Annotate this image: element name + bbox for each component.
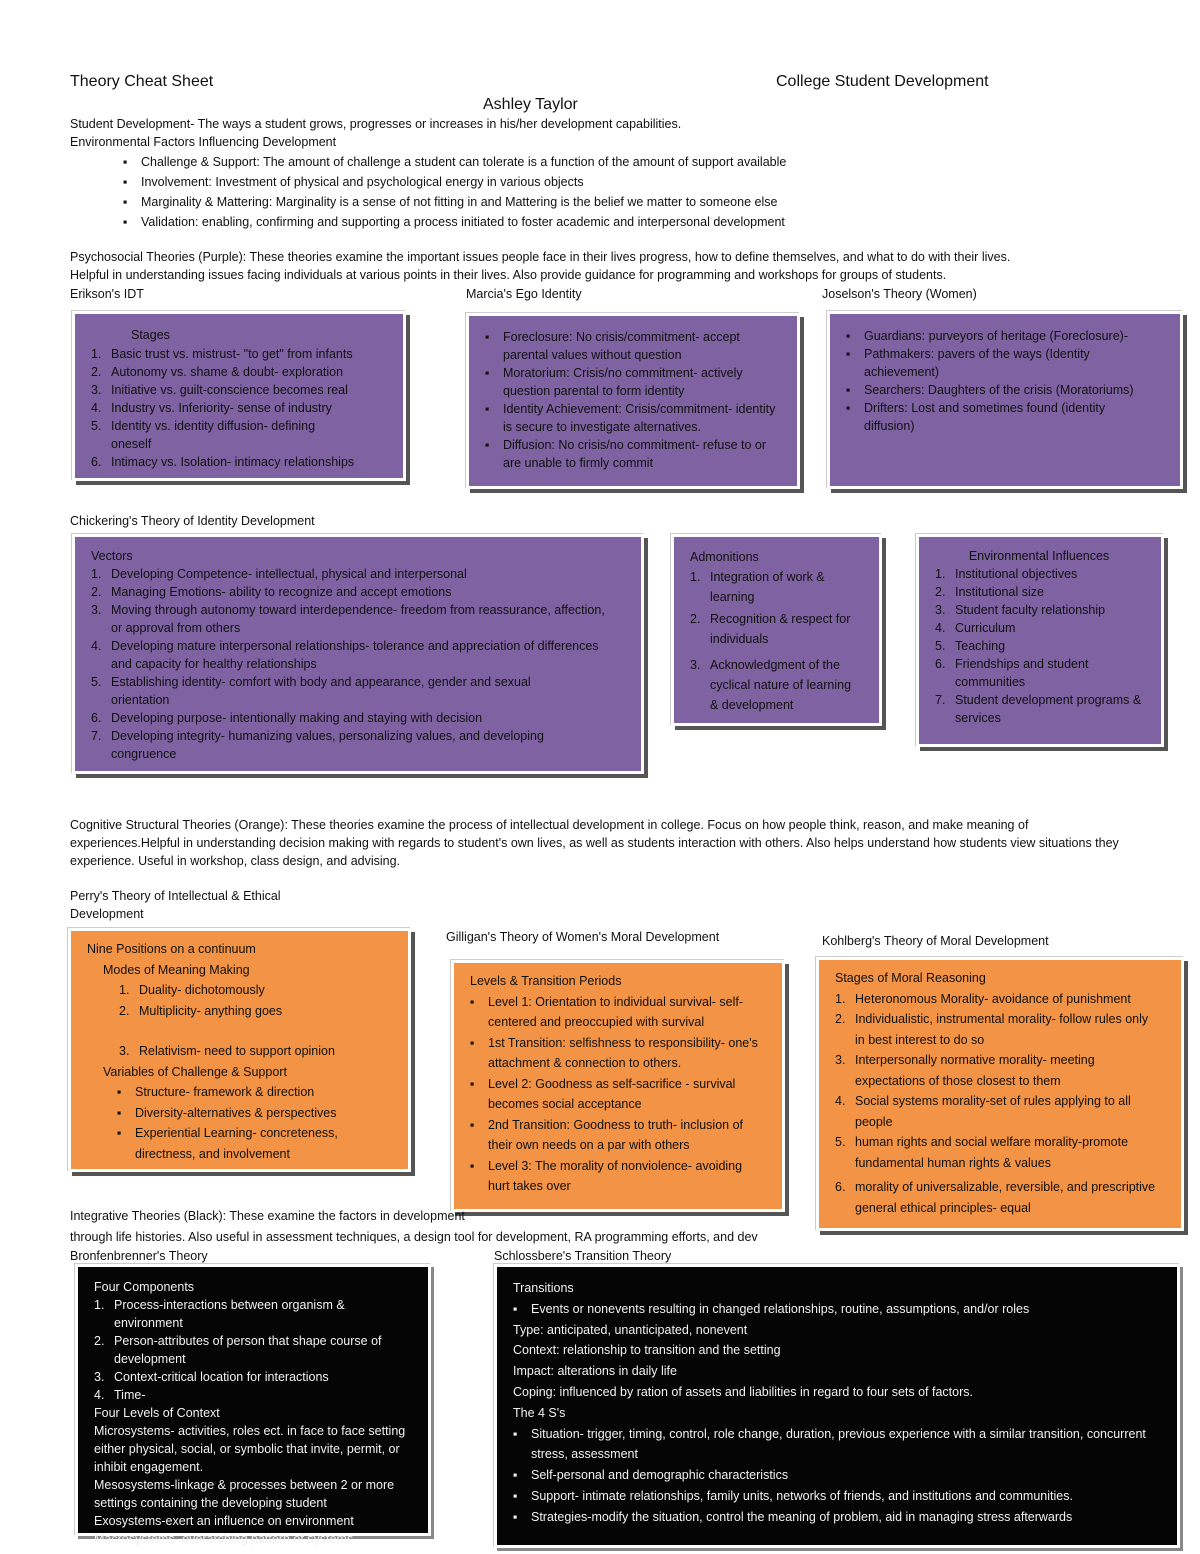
transitions-heading: Transitions: [513, 1281, 574, 1295]
list-item: Acknowledgment of the cyclical nature of learning & development: [710, 658, 852, 712]
list-item: Relativism- need to support opinion: [139, 1044, 335, 1058]
psychosocial-description: Psychosocial Theories (Purple): These theories examine the important issues people face in their lives progress, how to define themselves, and what to do with their lives.: [70, 250, 1011, 264]
schlossberg-title: Schlossbere's Transition Theory: [494, 1249, 672, 1263]
list-item: Teaching: [955, 639, 1006, 653]
chickering-environment-box: [916, 534, 1164, 747]
list-item: ▪ Moratorium: Crisis/no commitment- actively question parental to form identity: [485, 364, 777, 400]
list-item: Developing integrity- humanizing values, personalizing values, and developing congruence: [111, 729, 544, 761]
doc-title: Theory Cheat Sheet: [70, 73, 214, 90]
erikson-box: [72, 311, 406, 481]
list-item: ▪ Level 2: Goodness as self-sacrifice - survival becomes social acceptance: [470, 1074, 760, 1115]
list-item: ▪ 2nd Transition: Goodness to truth- inclusion of their own needs on a par with others: [470, 1115, 760, 1156]
list-item: Integration of work & learning: [710, 570, 825, 604]
list-item: ▪ Diversity-alternatives & perspectives: [117, 1103, 374, 1124]
integrative-description-2: through life histories. Also useful in assessment techniques, a design tool for development, RA programming efforts, and dev: [70, 1230, 758, 1244]
list-item: ▪ Validation: enabling, confirming and supporting a process initiated to foster academic and interpersonal development: [123, 213, 1023, 231]
list-item: Social systems morality-set of rules applying to all people: [855, 1094, 1131, 1129]
level-item: Macrosystems- overarching pattern of systems: [94, 1532, 354, 1546]
type-line: Type: anticipated, unanticipated, nonevent: [513, 1322, 748, 1337]
list-item: Establishing identity- comfort with body and appearance, gender and sexual orientation: [111, 675, 531, 707]
list-item: Initiative vs. guilt-conscience becomes real: [111, 383, 348, 397]
josselson-title: Joselson's Theory (Women): [822, 287, 977, 301]
list-item: Individualistic, instrumental morality- follow rules only in best interest to do so: [855, 1012, 1149, 1047]
list-item: Identity vs. identity diffusion- defining oneself: [111, 419, 316, 451]
environmental-influences-heading: Environmental Influences: [968, 549, 1110, 563]
psychosocial-description-2: Helpful in understanding issues facing individuals at various points in their lives. Also provide guidance for programming and workshops for groups of students.: [70, 268, 947, 282]
list-item: Student development programs & services: [955, 693, 1142, 725]
list-item: human rights and social welfare morality-promote fundamental human rights & values: [855, 1135, 1129, 1170]
marcia-box: [466, 313, 800, 489]
author-name: Ashley Taylor: [483, 96, 578, 113]
list-item: Person-attributes of person that shape course of development: [114, 1334, 382, 1366]
list-item: ▪ 1st Transition: selfishness to responsibility- one's attachment & connection to others.: [470, 1033, 760, 1074]
levels-heading: Four Levels of Context: [94, 1406, 220, 1420]
gilligan-levels-heading: Levels & Transition Periods: [470, 974, 622, 988]
student-development-definition: Student Development- The ways a student grows, progresses or increases in his/her development capabilities.: [70, 117, 682, 131]
list-item: ▪ Strategies-modify the situation, control the meaning of problem, aid in managing stress afterwards: [513, 1507, 1157, 1528]
bronfenbrenner-title: Bronfenbrenner's Theory: [70, 1249, 208, 1263]
impact-line: Impact: alterations in daily life: [513, 1364, 677, 1379]
list-item: Curriculum: [955, 621, 1016, 635]
chickering-admonitions-box: [671, 534, 882, 726]
list-item: morality of universalizable, reversible, and prescriptive general ethical principles- equal: [855, 1180, 1156, 1215]
schlossberg-box: [494, 1264, 1180, 1548]
kohlberg-title: Kohlberg's Theory of Moral Development: [822, 934, 1049, 948]
list-item: ▪ Experiential Learning- concreteness, directness, and involvement: [117, 1123, 374, 1164]
list-item: ▪ Involvement: Investment of physical and psychological energy in various objects: [123, 173, 1023, 191]
list-item: Moving through autonomy toward interdependence- freedom from reassurance, affection, or approval from others: [111, 603, 605, 635]
list-item: ▪ Foreclosure: No crisis/commitment- accept parental values without question: [485, 328, 777, 364]
kohlberg-stages-heading: Stages of Moral Reasoning: [835, 971, 986, 985]
list-item: ▪ Pathmakers: pavers of the ways (Identity achievement): [846, 345, 1156, 381]
list-item: ▪ Guardians: purveyors of heritage (Foreclosure)-: [846, 327, 1156, 345]
integrative-description: Integrative Theories (Black): These examine the factors in development: [70, 1209, 465, 1223]
list-item: ▪ Searchers: Daughters of the crisis (Moratoriums): [846, 381, 1156, 399]
josselson-box: [827, 311, 1183, 489]
perry-variables-heading: Variables of Challenge & Support: [103, 1064, 287, 1079]
environmental-factors-heading: Environmental Factors Influencing Development: [70, 135, 337, 149]
context-line: Context: relationship to transition and the setting: [513, 1343, 781, 1358]
coping-line: Coping: influenced by ration of assets and liabilities in regard to four sets of factors.: [513, 1384, 973, 1399]
gilligan-box: [451, 960, 785, 1212]
course-title: College Student Development: [776, 73, 989, 90]
list-item: Basic trust vs. mistrust- "to get" from infants: [111, 347, 353, 361]
environmental-factors-list: [123, 153, 1023, 231]
list-item: Context-critical location for interactions: [114, 1370, 329, 1384]
list-item: Intimacy vs. Isolation- intimacy relationships: [111, 455, 355, 469]
chickering-title: Chickering's Theory of Identity Development: [70, 514, 315, 528]
list-item: Friendships and student communities: [955, 657, 1089, 689]
erikson-title: Erikson's IDT: [70, 287, 144, 301]
list-item: ▪ Level 3: The morality of nonviolence- avoiding hurt takes over: [470, 1156, 760, 1197]
list-item: Multiplicity- anything goes: [139, 1003, 283, 1018]
gilligan-title: Gilligan's Theory of Women's Moral Development: [446, 930, 720, 944]
list-item: Developing Competence- intellectual, physical and interpersonal: [111, 567, 467, 581]
list-item: ▪ Marginality & Mattering: Marginality is a sense of not fitting in and Mattering is the belief we matter to someone else: [123, 193, 1023, 211]
perry-positions-heading: Nine Positions on a continuum: [87, 942, 256, 956]
components-heading: Four Components: [94, 1280, 195, 1294]
level-item: Exosystems-exert an influence on environment: [94, 1514, 354, 1528]
level-item: Microsystems- activities, roles ect. in face to face setting either physical, social, or symbolic that invite, permit, or inhibit engagement.: [94, 1424, 406, 1474]
list-item: Student faculty relationship: [955, 603, 1106, 617]
bronfenbrenner-box: [75, 1264, 431, 1546]
perry-modes-heading: Modes of Meaning Making: [103, 962, 250, 977]
admonitions-heading: Admonitions: [690, 550, 759, 564]
list-item: Process-interactions between organism & environment: [114, 1298, 345, 1330]
chickering-vectors-box: [72, 534, 644, 774]
list-item: Time-: [114, 1388, 146, 1402]
vectors-heading: Vectors: [91, 549, 133, 563]
list-item: ▪ Support- intimate relationships, family units, networks of friends, and institutions and communities.: [513, 1486, 1157, 1507]
list-item: ▪ Self-personal and demographic characteristics: [513, 1465, 1157, 1486]
list-item: Recognition & respect for individuals: [710, 612, 851, 646]
list-item: Autonomy vs. shame & doubt- exploration: [111, 365, 344, 379]
perry-box: [68, 928, 411, 1172]
list-item: Interpersonally normative morality- meeting expectations of those closest to them: [855, 1053, 1095, 1088]
list-item: ▪ Level 1: Orientation to individual survival- self-centered and preoccupied with survival: [470, 992, 760, 1033]
erikson-stages-heading: Stages: [131, 328, 170, 342]
list-item: Institutional size: [955, 585, 1044, 599]
list-item: ▪ Identity Achievement: Crisis/commitment- identity is secure to investigate alternatives.: [485, 400, 777, 436]
list-item: Managing Emotions- ability to recognize and accept emotions: [111, 585, 452, 599]
marcia-title: Marcia's Ego Identity: [466, 287, 582, 301]
four-s-heading: The 4 S's: [513, 1405, 566, 1420]
cognitive-description: Cognitive Structural Theories (Orange): These theories examine the process of intellectual development in college. Focus on how people think, reason, and make meaning of experiences.Helpful in understanding decision making with regards to student's own lives, as well as students interaction with others. Also helps understand how students view situations they experience. Useful in workshop, class design, and advising.: [70, 818, 1119, 868]
list-item: ▪ Diffusion: No crisis/no commitment- refuse to or are unable to firmly commit: [485, 436, 777, 472]
level-item: Mesosystems-linkage & processes between 2 or more settings containing the developing student: [94, 1478, 395, 1510]
list-item: ▪ Structure- framework & direction: [117, 1082, 374, 1103]
list-item: ▪ Situation- trigger, timing, control, role change, duration, previous experience with a similar transition, concurrent stress, assessment: [513, 1424, 1157, 1466]
list-item: ▪ Events or nonevents resulting in changed relationships, routine, assumptions, and/or roles: [513, 1299, 1157, 1320]
list-item: Developing purpose- intentionally making and staying with decision: [111, 711, 483, 725]
list-item: Industry vs. Inferiority- sense of industry: [111, 401, 332, 415]
kohlberg-box: [816, 957, 1184, 1231]
list-item: Heteronomous Morality- avoidance of punishment: [855, 991, 1131, 1006]
list-item: ▪ Drifters: Lost and sometimes found (identity diffusion): [846, 399, 1156, 435]
list-item: Developing mature interpersonal relationships- tolerance and appreciation of differences and capacity for healthy relationships: [111, 639, 599, 671]
list-item: Institutional objectives: [955, 567, 1078, 581]
perry-title: Perry's Theory of Intellectual & Ethical Development: [70, 889, 281, 921]
list-item: ▪ Challenge & Support: The amount of challenge a student can tolerate is a function of the amount of support available: [123, 153, 1023, 171]
list-item: Duality- dichotomously: [139, 983, 265, 997]
